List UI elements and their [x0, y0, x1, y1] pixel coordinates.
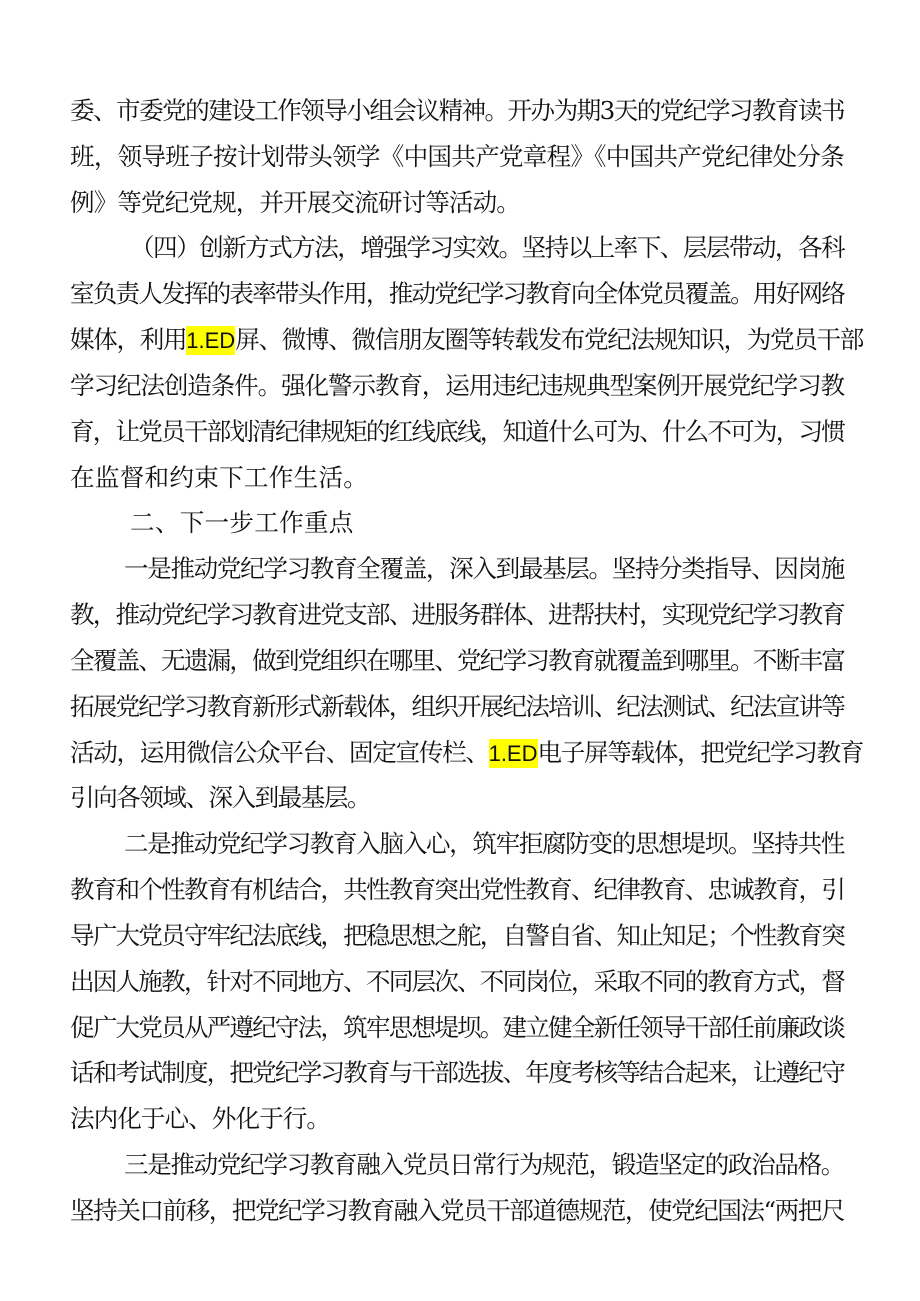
text-line: [70, 730, 864, 776]
text-line: 出因人施教，针对不同地方、不同层次、不同岗位，采取不同的教育方式，督: [70, 967, 844, 996]
text-line: 引向各领域、深入到最基层。: [70, 783, 370, 812]
text-segment: 屏、微博、微信朋友圈等转载发布党纪法规知识，为党员干部: [235, 325, 864, 354]
paragraph-first-line: 二是推动党纪学习教育入脑入心，筑牢拒腐防变的思想堤坝。坚持共性: [124, 829, 844, 858]
highlighted-text: 1.ED: [186, 328, 236, 353]
text-line: 育，让党员干部划清纪律规矩的红线底线，知道什么可为、什么不可为，习惯: [70, 417, 844, 446]
text-line: 委、市委党的建设工作领导小组会议精神。开办为期3天的党纪学习教育读书: [70, 96, 844, 125]
text-line: 学习纪法创造条件。强化警示教育，运用违纪违规典型案例开展党纪学习教: [70, 371, 844, 400]
text-line: 促广大党员从严遵纪守法，筑牢思想堤坝。建立健全新任领导干部任前廉政谈: [70, 1013, 844, 1042]
section-heading: 二、下一步工作重点: [130, 508, 354, 537]
text-line: 坚持关口前移，把党纪学习教育融入党员干部道德规范，使党纪国法“两把尺: [70, 1196, 844, 1225]
text-line: 教育和个性教育有机结合，共性教育突出党性教育、纪律教育、忠诚教育，引: [70, 875, 844, 904]
text-line: 全覆盖、无遗漏，做到党组织在哪里、党纪学习教育就覆盖到哪里。不断丰富: [70, 646, 844, 675]
text-line: 导广大党员守牢纪法底线，把稳思想之舵，自警自省、知止知足；个性教育突: [70, 921, 844, 950]
paragraph-first-line: 一是推动党纪学习教育全覆盖，深入到最基层。坚持分类指导、因岗施: [124, 554, 844, 583]
text-line: 例》等党纪党规，并开展交流研讨等活动。: [70, 188, 520, 217]
text-line: 教，推动党纪学习教育进党支部、进服务群体、进帮扶村，实现党纪学习教育: [70, 600, 844, 629]
text-segment: 活动，运用微信公众平台、固定宣传栏、: [70, 738, 489, 767]
text-line: 话和考试制度，把党纪学习教育与干部选拔、年度考核等结合起来，让遵纪守: [70, 1058, 844, 1087]
text-line: [70, 317, 864, 363]
text-line: 室负责人发挥的表率带头作用，推动党纪学习教育向全体党员覆盖。用好网络: [70, 279, 844, 308]
text-line: 在监督和约束下工作生活。: [70, 463, 369, 492]
paragraph-first-line: （四）创新方式方法，增强学习实效。坚持以上率下、层层带动，各科: [130, 233, 844, 262]
text-segment: 电子屏等载体，把党纪学习教育: [537, 738, 864, 767]
paragraph-first-line: 三是推动党纪学习教育融入党员日常行为规范，锻造坚定的政治品格。: [124, 1150, 844, 1179]
text-line: 法内化于心、外化于行。: [70, 1104, 330, 1133]
highlighted-text: 1.ED: [488, 741, 538, 766]
text-line: 班，领导班子按计划带头领学《中国共产党章程》《中国共产党纪律处分条: [70, 142, 844, 171]
text-line: 拓展党纪学习教育新形式新载体，组织开展纪法培训、纪法测试、纪法宣讲等: [70, 692, 844, 721]
text-segment: 媒体，利用: [70, 325, 187, 354]
